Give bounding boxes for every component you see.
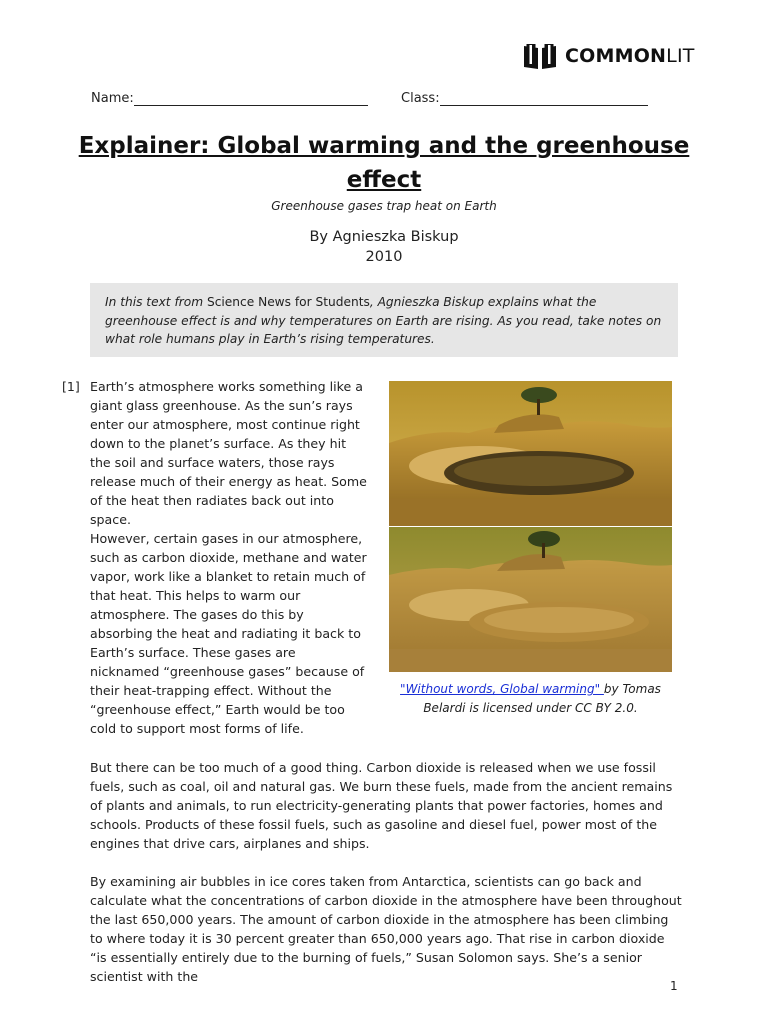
commonlit-logo bbox=[522, 42, 695, 70]
author-byline: By Agnieszka Biskup bbox=[309, 229, 459, 245]
intro-source: Science News for Students bbox=[206, 295, 370, 309]
paragraph-number: [1] bbox=[62, 379, 80, 394]
photo-with-water bbox=[389, 381, 672, 526]
photo-dry bbox=[389, 527, 672, 672]
class-field-line[interactable] bbox=[440, 105, 648, 106]
paragraph-2: However, certain gases in our atmosphere, such as carbon dioxide, methane and water vapor, work like a blanket to retain much of that heat. This helps to warm our atmosphere. The gases do this by absorbing the heat and radiating it back to Earth’s surface. These gases are nicknamed “greenhouse gases” because of their heat-trapping effect. Without the “greenhouse effect,” Earth would be too cold to support most forms of life. bbox=[90, 531, 367, 736]
class-label: Class: bbox=[401, 91, 440, 106]
intro-lead: In this text from bbox=[105, 295, 207, 309]
intro-box bbox=[90, 283, 678, 357]
name-label: Name: bbox=[91, 91, 134, 106]
photo-caption bbox=[389, 680, 672, 717]
intro-rest: , Agnieszka Biskup explains what the greenhouse effect is and why temperatures on Earth are rising. As you read, take notes on what role humans play in Earth’s rising temperatures. bbox=[105, 295, 662, 346]
name-field-line[interactable] bbox=[134, 105, 368, 106]
paragraph-4: By examining air bubbles in ice cores taken from Antarctica, scientists can go back and calculate what the concentrations of carbon dioxide in the atmosphere have been throughout the last 650,000 years. The amount of carbon dioxide in the atmosphere has been climbing to where today it is 30 percent greater than 650,000 years ago. That rise in carbon dioxide “is essentially entirely due to the burning of fuels,” Susan Solomon says. She’s a senior scientist with the bbox=[90, 874, 682, 984]
photo-credit: by Tomas Belardi is licensed under CC BY 2.0. bbox=[423, 682, 661, 715]
open-book-icon bbox=[522, 42, 558, 70]
page-number: 1 bbox=[670, 979, 678, 993]
paragraph-3: But there can be too much of a good thing. Carbon dioxide is released when we use fossil fuels, such as coal, oil and natural gas. We burn these fuels, made from the ancient remains of plants and animals, to run electricity-generating plants that power factories, homes and schools. Products of these fossil fuels, such as gasoline and diesel fuel, power most of the engines that drive cars, airplanes and ships. bbox=[90, 760, 673, 851]
paragraph-1: Earth’s atmosphere works something like a giant glass greenhouse. As the sun’s rays enter our atmosphere, most continue right down to the planet’s surface. As they hit the soil and surface waters, those rays release much of their energy as heat. Some of the heat then radiates back out into space. bbox=[90, 379, 367, 527]
subtitle: Greenhouse gases trap heat on Earth bbox=[271, 199, 497, 213]
page-title: Explainer: Global warming and the greenhouse effect bbox=[78, 133, 690, 193]
publication-year: 2010 bbox=[365, 249, 403, 265]
photo-title-link[interactable]: "Without words, Global warming" bbox=[400, 682, 604, 696]
brand-name: COMMONLIT bbox=[565, 45, 695, 67]
